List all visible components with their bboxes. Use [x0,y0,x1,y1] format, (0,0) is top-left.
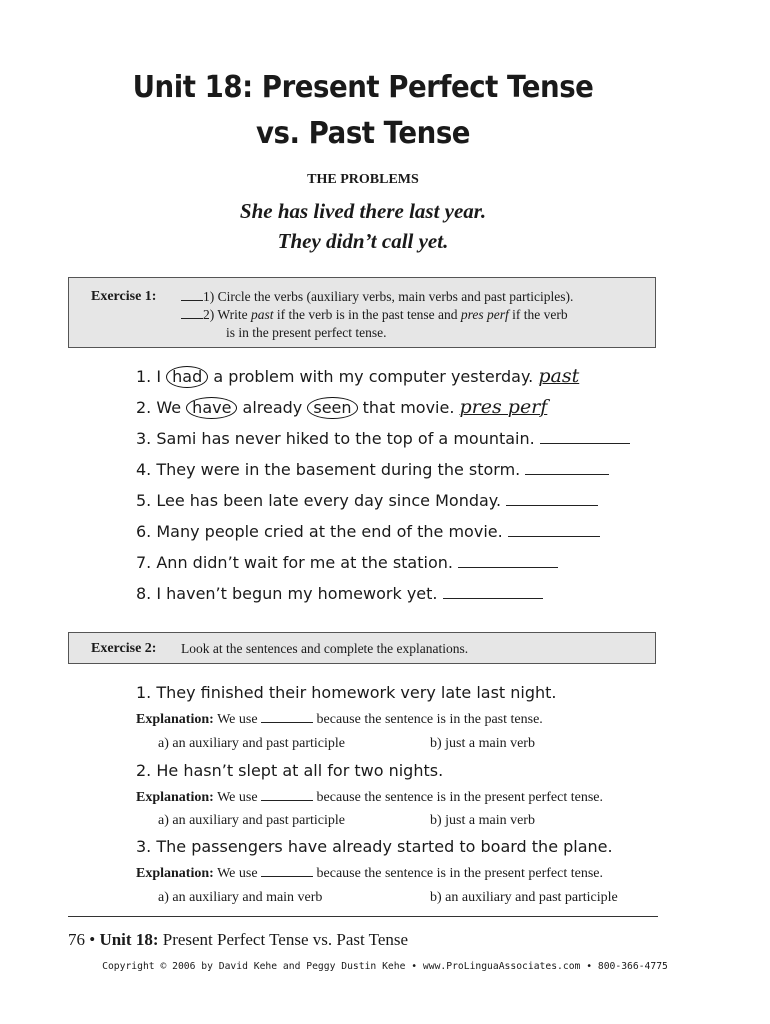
problems-heading: THE PROBLEMS [307,172,419,187]
answer-blank[interactable] [525,474,609,475]
answer-blank[interactable] [508,536,600,537]
exercise-1-instruction-1: 1) Circle the verbs (auxiliary verbs, main verbs and past participles). [181,288,573,306]
exercise-1-item-3: 3. Sami has never hiked to the top of a mountain. [136,429,630,448]
circled-verb: have [186,397,237,419]
answer-blank[interactable] [261,876,313,877]
answer-blank[interactable] [261,800,313,801]
answer-blank[interactable] [506,505,598,506]
page-footer [68,930,408,950]
option-b: b) an auxiliary and past participle [430,890,618,905]
page-number: 76 [68,930,85,949]
circled-verb: had [166,366,208,388]
exercise-1-instruction-2-cont: is in the present perfect tense. [226,325,387,340]
exercise-2-sentence-2: 2. He hasn’t slept at all for two nights. [136,761,444,780]
answer-blank[interactable] [540,443,630,444]
instruction-blank [181,300,203,301]
option-a: a) an auxiliary and main verb [158,890,323,905]
instruction-blank [181,318,203,319]
exercise-2-sentence-1: 1. They finished their homework very late last night. [136,683,557,702]
exercise-1-item-8: 8. I haven’t begun my homework yet. [136,584,543,603]
exercise-2-explanation-3: Explanation: We use because the sentence is in the present perfect tense. [136,866,604,881]
option-a: a) an auxiliary and past participle [158,736,345,751]
exercise-2-box [68,632,656,664]
exercise-2-label: Exercise 2: [91,641,157,656]
handwritten-answer: past [538,365,580,387]
problem-sentence-2: They didn’t call yet. [277,229,449,253]
footer-unit-title: Present Perfect Tense vs. Past Tense [162,930,409,949]
answer-blank[interactable] [458,567,558,568]
problem-sentence-1: She has lived there last year. [239,199,487,223]
handwritten-answer: pres perf [459,396,548,418]
exercise-2-explanation-2: Explanation: We use because the sentence is in the present perfect tense. [136,790,604,805]
exercise-1-item-1: 1. I had a problem with my computer yesterday. past [136,365,580,387]
exercise-1-item-4: 4. They were in the basement during the storm. [136,460,609,479]
exercise-1-item-2: 2. We have already seen that movie. pres perf [136,396,548,418]
copyright-line: Copyright © 2006 by David Kehe and Peggy Dustin Kehe • www.ProLinguaAssociates.com • 800-366-4775 [102,961,668,972]
footer-bullet: • [89,930,96,949]
circled-verb: seen [307,397,357,419]
footer-rule [68,916,658,917]
answer-blank[interactable] [443,598,543,599]
exercise-2-sentence-3: 3. The passengers have already started to board the plane. [136,837,613,856]
answer-blank[interactable] [261,722,313,723]
exercise-1-box [68,277,656,348]
footer-unit: Unit 18: [99,930,159,949]
page-title-line-1: Unit 18: Present Perfect Tense [132,70,594,105]
exercise-1-instruction-2: 2) Write past if the verb is in the past tense and pres perf if the verb [181,306,568,324]
exercise-2-explanation-1: Explanation: We use because the sentence is in the past tense. [136,712,543,727]
exercise-1-item-6: 6. Many people cried at the end of the movie. [136,522,600,541]
option-b: b) just a main verb [430,736,535,751]
exercise-2-instruction: Look at the sentences and complete the explanations. [181,641,469,656]
exercise-1-item-5: 5. Lee has been late every day since Monday. [136,491,598,510]
page-title-line-2: vs. Past Tense [255,116,471,151]
exercise-1-label: Exercise 1: [91,289,157,304]
option-b: b) just a main verb [430,813,535,828]
exercise-1-item-7: 7. Ann didn’t wait for me at the station. [136,553,558,572]
option-a: a) an auxiliary and past participle [158,813,345,828]
